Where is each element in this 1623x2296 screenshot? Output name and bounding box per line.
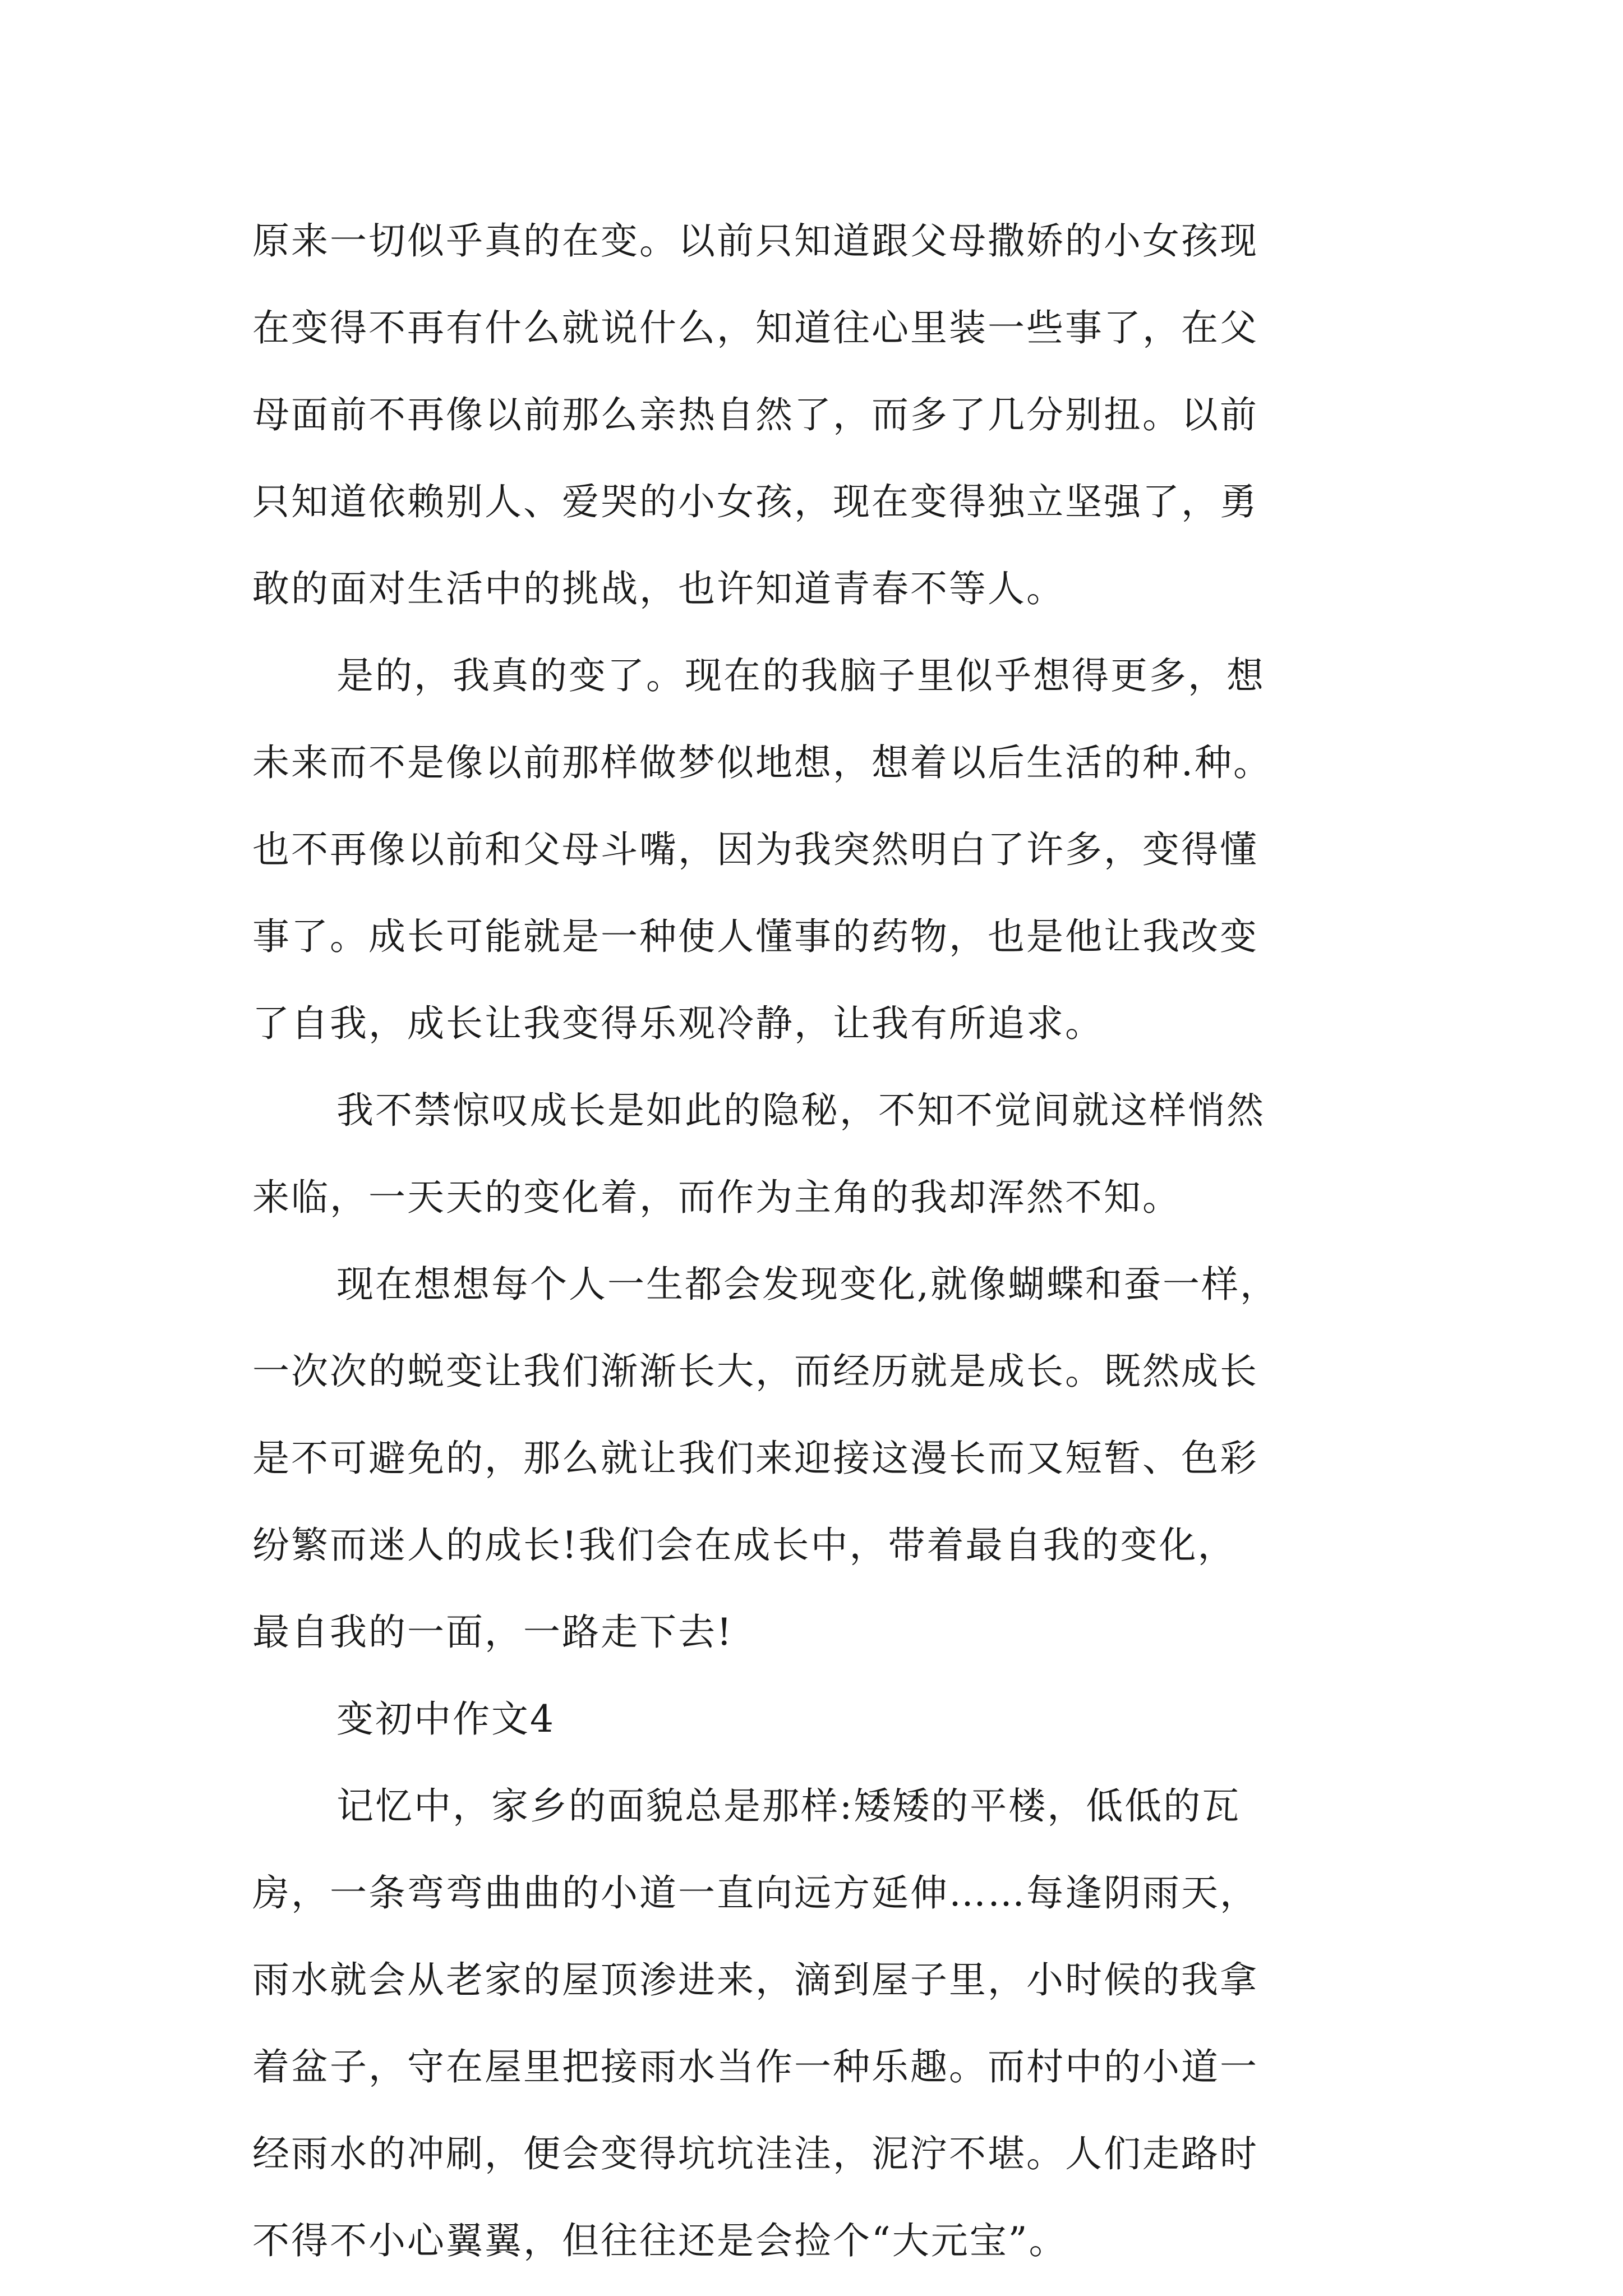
text-line: 来临，一天天的变化着，而作为主角的我却浑然不知。: [252, 1176, 1181, 1219]
text-line: 敢的面对生活中的挑战，也许知道青春不等人。: [252, 567, 1065, 610]
section-heading: 变初中作文4: [336, 1697, 555, 1741]
text-line: 了自我，成长让我变得乐观冷静，让我有所追求。: [252, 1002, 1104, 1045]
text-line: 记忆中，家乡的面貌总是那样:矮矮的平楼，低低的瓦: [336, 1784, 1241, 1828]
text-line: 事了。成长可能就是一种使人懂事的药物，也是他让我改变: [252, 915, 1258, 958]
text-line: 我不禁惊叹成长是如此的隐秘，不知不觉间就这样悄然: [336, 1089, 1265, 1132]
text-line: 是不可避免的，那么就让我们来迎接这漫长而又短暂、色彩: [252, 1437, 1258, 1480]
text-line: 不得不小心翼翼，但往往还是会捡个“大元宝”。: [252, 2219, 1068, 2262]
text-line: 只知道依赖别人、爱哭的小女孩，现在变得独立坚强了，勇: [252, 480, 1258, 523]
text-line: 最自我的一面，一路走下去!: [252, 1611, 734, 1654]
text-line: 原来一切似乎真的在变。以前只知道跟父母撒娇的小女孩现: [252, 219, 1258, 263]
text-line: 房，一条弯弯曲曲的小道一直向远方延伸……每逢阴雨天，: [252, 1871, 1258, 1915]
text-line: 未来而不是像以前那样做梦似地想，想着以后生活的种.种。: [252, 741, 1272, 784]
text-line: 也不再像以前和父母斗嘴，因为我突然明白了许多，变得懂: [252, 828, 1258, 871]
text-line: 一次次的蜕变让我们渐渐长大，而经历就是成长。既然成长: [252, 1350, 1258, 1393]
text-line: 现在想想每个人一生都会发现变化,就像蝴蝶和蚕一样，: [336, 1263, 1279, 1306]
text-line: 雨水就会从老家的屋顶渗进来，滴到屋子里，小时候的我拿: [252, 1958, 1258, 2001]
text-line: 着盆子，守在屋里把接雨水当作一种乐趣。而村中的小道一: [252, 2045, 1258, 2088]
text-line: 经雨水的冲刷，便会变得坑坑洼洼，泥泞不堪。人们走路时: [252, 2132, 1258, 2175]
text-line: 母面前不再像以前那么亲热自然了，而多了几分别扭。以前: [252, 393, 1258, 436]
text-line: 纷繁而迷人的成长!我们会在成长中，带着最自我的变化，: [252, 1524, 1237, 1567]
text-line: 是的，我真的变了。现在的我脑子里似乎想得更多，想: [336, 654, 1265, 697]
text-line: 在变得不再有什么就说什么，知道往心里装一些事了，在父: [252, 306, 1258, 349]
